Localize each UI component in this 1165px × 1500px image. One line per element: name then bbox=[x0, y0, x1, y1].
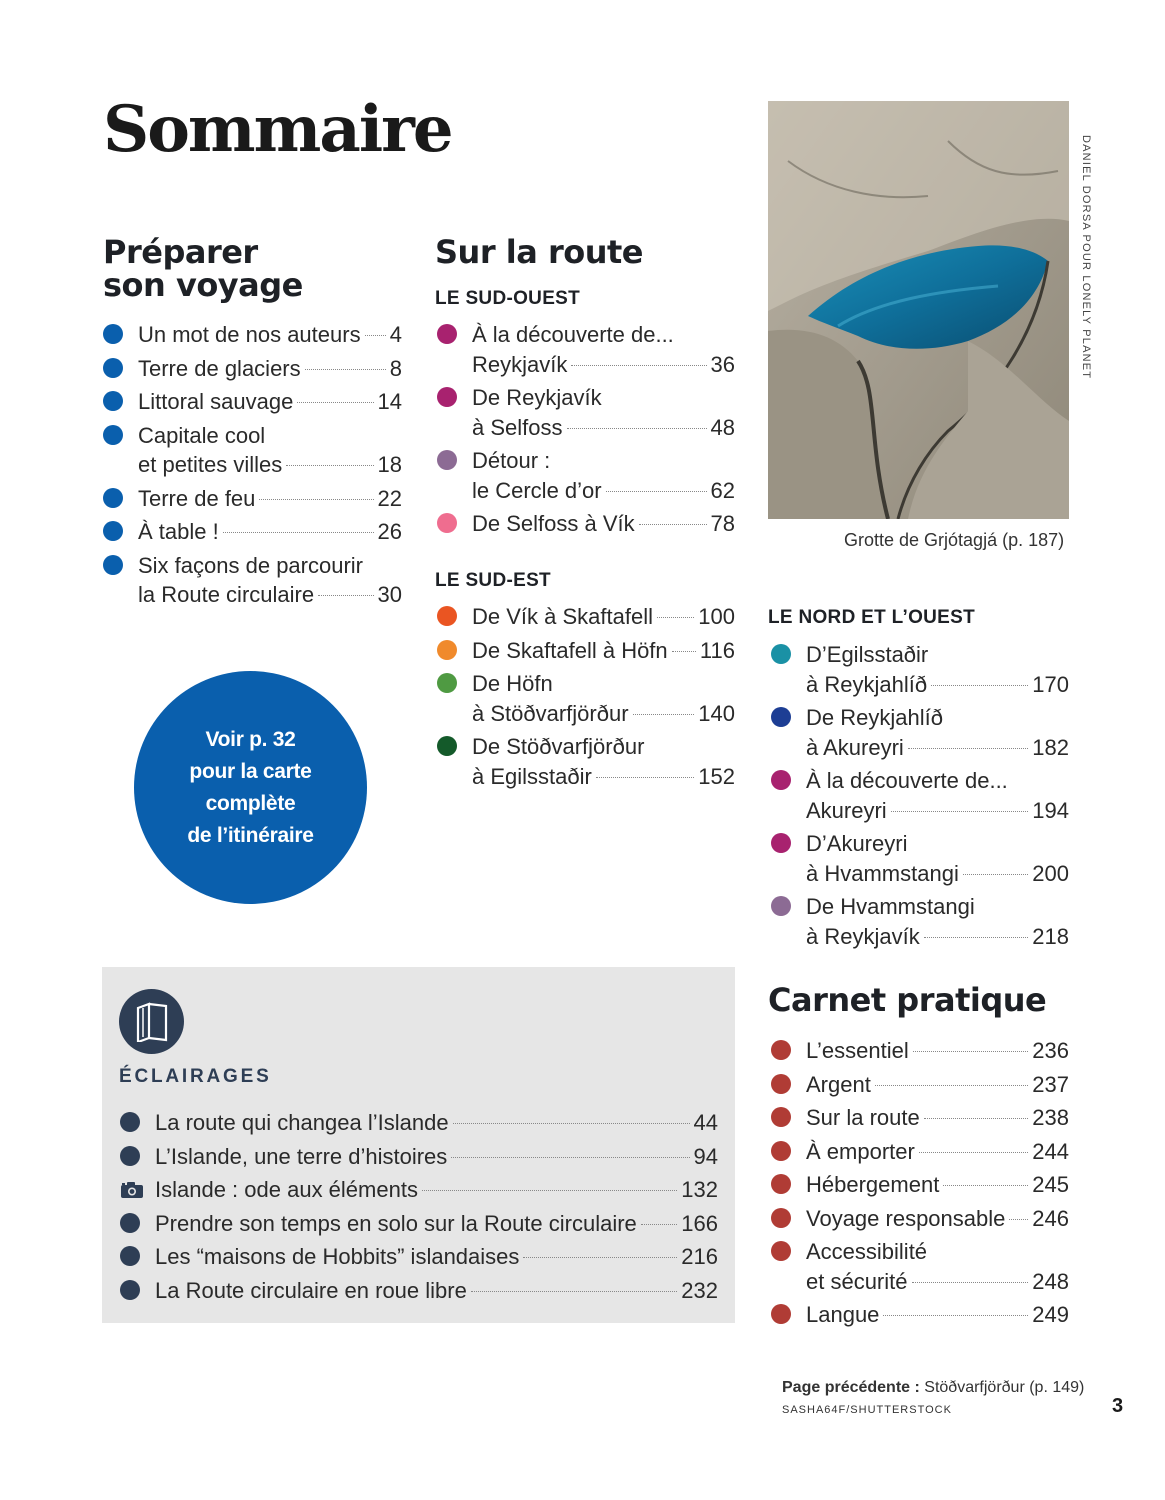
subsection-title-sud-est: LE SUD-EST bbox=[435, 570, 551, 591]
dot-leader bbox=[453, 1123, 690, 1124]
bullet-dot-icon bbox=[437, 387, 457, 407]
toc-entry[interactable] bbox=[437, 732, 735, 791]
dot-leader bbox=[567, 428, 707, 429]
dot-leader bbox=[571, 365, 706, 366]
dot-leader bbox=[365, 335, 386, 336]
toc-entry[interactable] bbox=[120, 1276, 718, 1306]
toc-entry-page: 216 bbox=[681, 1244, 718, 1269]
dot-leader bbox=[912, 1282, 1029, 1283]
toc-entry-label: à Stöðvarfjörður bbox=[472, 700, 629, 726]
bullet-dot-icon bbox=[771, 1304, 791, 1324]
toc-entry-label: De Stöðvarfjörður bbox=[472, 734, 645, 759]
dot-leader bbox=[943, 1185, 1028, 1186]
bullet-dot-icon bbox=[120, 1112, 140, 1132]
toc-entry-page: 238 bbox=[1032, 1105, 1069, 1130]
toc-entry-label: à Reykjahlíð bbox=[806, 671, 928, 697]
toc-entry-page: 194 bbox=[1032, 797, 1069, 823]
dot-leader bbox=[657, 617, 694, 618]
dot-leader bbox=[606, 491, 707, 492]
eclairages-title: ÉCLAIRAGES bbox=[119, 1066, 272, 1087]
toc-entry[interactable] bbox=[771, 1300, 1069, 1330]
toc-entry-label: De Vík à Skaftafell bbox=[472, 604, 653, 629]
toc-entry[interactable] bbox=[103, 517, 402, 547]
toc-entry-page: 8 bbox=[389, 355, 402, 381]
bullet-dot-icon bbox=[120, 1280, 140, 1300]
section-title-prep: Préparer son voyage bbox=[103, 233, 303, 304]
subsection-title-nord-ouest: LE NORD ET L’OUEST bbox=[768, 607, 976, 628]
toc-entry[interactable] bbox=[103, 421, 402, 480]
toc-entry-page: 236 bbox=[1032, 1038, 1069, 1063]
dot-leader bbox=[913, 1051, 1029, 1052]
toc-entry-label: Reykjavík bbox=[472, 351, 568, 377]
toc-entry-page: 246 bbox=[1032, 1205, 1069, 1231]
toc-entry[interactable] bbox=[103, 320, 402, 350]
bullet-dot-icon bbox=[771, 707, 791, 727]
toc-entry-label: à Reykjavík bbox=[806, 923, 920, 949]
toc-entry[interactable] bbox=[437, 602, 735, 632]
toc-entry[interactable] bbox=[437, 383, 735, 442]
toc-entry-page: 200 bbox=[1032, 860, 1069, 886]
toc-entry[interactable] bbox=[771, 1170, 1069, 1200]
toc-entry[interactable] bbox=[120, 1242, 718, 1272]
toc-entry[interactable] bbox=[771, 892, 1069, 951]
toc-entry-label: Détour : bbox=[472, 448, 551, 473]
toc-entry-page: 132 bbox=[681, 1177, 718, 1202]
toc-entry[interactable] bbox=[771, 640, 1069, 699]
toc-entry-page: 140 bbox=[698, 700, 735, 726]
toc-entry-label: Islande : ode aux éléments bbox=[155, 1177, 418, 1202]
toc-entry[interactable] bbox=[771, 1204, 1069, 1234]
toc-sud-est bbox=[437, 602, 735, 795]
toc-entry-label: Accessibilité bbox=[806, 1239, 928, 1264]
toc-entry-page: 218 bbox=[1032, 923, 1069, 949]
bullet-dot-icon bbox=[771, 1208, 791, 1228]
book-icon bbox=[119, 989, 184, 1054]
toc-entry-page: 36 bbox=[710, 351, 735, 377]
page-number: 3 bbox=[1112, 1395, 1124, 1417]
camera-icon bbox=[120, 1181, 140, 1201]
dot-leader bbox=[924, 1118, 1029, 1119]
section-title-route: Sur la route bbox=[435, 233, 643, 271]
bullet-dot-icon bbox=[437, 640, 457, 660]
toc-entry-label: Prendre son temps en solo sur la Route circulaire bbox=[155, 1210, 637, 1236]
page-title: Sommaire bbox=[103, 92, 452, 167]
toc-entry[interactable] bbox=[437, 320, 735, 379]
bullet-dot-icon bbox=[437, 606, 457, 626]
toc-carnet bbox=[771, 1036, 1069, 1334]
bullet-dot-icon bbox=[771, 1040, 791, 1060]
toc-entry[interactable] bbox=[103, 551, 402, 610]
dot-leader bbox=[286, 465, 373, 466]
toc-entry-label: Voyage responsable bbox=[806, 1205, 1006, 1231]
toc-entry-page: 152 bbox=[698, 763, 735, 789]
toc-entry[interactable] bbox=[437, 636, 735, 666]
dot-leader bbox=[422, 1190, 677, 1191]
toc-entry-label: Les “maisons de Hobbits” islandaises bbox=[155, 1244, 520, 1269]
photo-credit: DANIEL DORSA POUR LONELY PLANET bbox=[1080, 135, 1092, 380]
toc-eclairages bbox=[120, 1108, 718, 1309]
toc-entry-label: le Cercle d’or bbox=[472, 477, 602, 503]
toc-entry-page: 116 bbox=[699, 637, 735, 663]
bullet-dot-icon bbox=[103, 358, 123, 378]
dot-leader bbox=[305, 369, 386, 370]
toc-entry-page: 182 bbox=[1032, 734, 1069, 760]
toc-entry-label: Langue bbox=[806, 1302, 880, 1327]
toc-entry-label: Littoral sauvage bbox=[138, 389, 294, 414]
toc-entry-label: à Hvammstangi bbox=[806, 860, 959, 886]
bullet-dot-icon bbox=[103, 391, 123, 411]
bullet-dot-icon bbox=[771, 1074, 791, 1094]
section-title-carnet: Carnet pratique bbox=[768, 981, 1047, 1019]
toc-entry-label: De Reykjahlíð bbox=[806, 705, 943, 730]
toc-entry-label: Capitale cool bbox=[138, 422, 266, 448]
toc-entry[interactable] bbox=[771, 1036, 1069, 1066]
dot-leader bbox=[931, 685, 1028, 686]
bullet-dot-icon bbox=[437, 324, 457, 344]
toc-sud-ouest bbox=[437, 320, 735, 543]
toc-entry[interactable] bbox=[771, 1237, 1069, 1296]
toc-entry-page: 166 bbox=[681, 1210, 718, 1236]
dot-leader bbox=[672, 651, 696, 652]
dot-leader bbox=[919, 1152, 1028, 1153]
previous-page-note: Page précédente : Stöðvarfjörður (p. 149) bbox=[782, 1379, 1085, 1396]
bullet-dot-icon bbox=[771, 644, 791, 664]
toc-entry-label: et sécurité bbox=[806, 1268, 908, 1294]
bullet-dot-icon bbox=[437, 736, 457, 756]
bullet-dot-icon bbox=[771, 1241, 791, 1261]
bullet-dot-icon bbox=[437, 673, 457, 693]
bullet-dot-icon bbox=[103, 488, 123, 508]
toc-entry-page: 78 bbox=[710, 511, 735, 536]
toc-entry-label: D’Egilsstaðir bbox=[806, 642, 929, 667]
toc-entry-page: 4 bbox=[389, 322, 402, 347]
toc-entry-label: À la découverte de... bbox=[472, 322, 674, 347]
dot-leader bbox=[639, 524, 707, 525]
toc-entry-label: Sur la route bbox=[806, 1105, 920, 1130]
bullet-dot-icon bbox=[771, 1141, 791, 1161]
toc-entry-label: De Skaftafell à Höfn bbox=[472, 637, 668, 663]
bullet-dot-icon bbox=[103, 555, 123, 575]
toc-entry[interactable] bbox=[120, 1175, 718, 1205]
toc-entry-label: Terre de glaciers bbox=[138, 355, 301, 381]
toc-entry-label: Un mot de nos auteurs bbox=[138, 322, 361, 347]
toc-entry-page: 26 bbox=[377, 519, 402, 544]
toc-entry-label: la Route circulaire bbox=[138, 582, 315, 607]
toc-entry-label: L’Islande, une terre d’histoires bbox=[155, 1143, 448, 1169]
toc-entry-page: 14 bbox=[377, 389, 402, 414]
toc-entry-label: Terre de feu bbox=[138, 485, 256, 511]
toc-entry[interactable] bbox=[437, 669, 735, 728]
toc-entry[interactable] bbox=[771, 766, 1069, 825]
toc-entry-page: 232 bbox=[681, 1277, 718, 1303]
bullet-dot-icon bbox=[103, 425, 123, 445]
subsection-title-sud-ouest: LE SUD-OUEST bbox=[435, 288, 581, 309]
toc-entry[interactable] bbox=[771, 703, 1069, 762]
toc-entry-label: à Akureyri bbox=[806, 734, 904, 760]
dot-leader bbox=[1009, 1219, 1028, 1220]
photo-caption: Grotte de Grjótagjá (p. 187) bbox=[844, 530, 1065, 550]
toc-entry-page: 100 bbox=[698, 604, 735, 629]
toc-entry-page: 62 bbox=[710, 477, 735, 503]
toc-entry[interactable] bbox=[103, 484, 402, 514]
toc-entry[interactable] bbox=[771, 1070, 1069, 1100]
toc-entry-label: à Egilsstaðir bbox=[472, 763, 592, 789]
toc-entry-label: De Höfn bbox=[472, 671, 553, 696]
toc-entry[interactable] bbox=[437, 509, 735, 539]
toc-entry-label: L’essentiel bbox=[806, 1038, 909, 1063]
dot-leader bbox=[318, 595, 373, 596]
bullet-dot-icon bbox=[771, 770, 791, 790]
toc-entry[interactable] bbox=[103, 387, 402, 417]
toc-entry-page: 94 bbox=[693, 1143, 718, 1169]
bullet-dot-icon bbox=[771, 896, 791, 916]
dot-leader bbox=[908, 748, 1028, 749]
toc-entry-label: Six façons de parcourir bbox=[138, 552, 363, 578]
dot-leader bbox=[924, 937, 1029, 938]
bullet-dot-icon bbox=[120, 1146, 140, 1166]
toc-entry-label: La route qui changea l’Islande bbox=[155, 1110, 449, 1135]
toc-entry-page: 48 bbox=[710, 414, 735, 440]
toc-entry[interactable] bbox=[437, 446, 735, 505]
dot-leader bbox=[963, 874, 1028, 875]
toc-entry-label: Hébergement bbox=[806, 1172, 940, 1197]
toc-entry-page: 170 bbox=[1032, 671, 1069, 697]
toc-entry-page: 244 bbox=[1032, 1138, 1069, 1164]
dot-leader bbox=[875, 1085, 1028, 1086]
dot-leader bbox=[223, 532, 374, 533]
toc-entry[interactable] bbox=[771, 1103, 1069, 1133]
dot-leader bbox=[596, 777, 694, 778]
toc-entry-page: 30 bbox=[377, 582, 402, 607]
toc-entry-label: De Hvammstangi bbox=[806, 894, 975, 919]
toc-entry-label: La Route circulaire en roue libre bbox=[155, 1277, 467, 1303]
dot-leader bbox=[297, 402, 373, 403]
toc-entry-label: À la découverte de... bbox=[806, 768, 1008, 793]
toc-entry-label: et petites villes bbox=[138, 452, 283, 477]
dot-leader bbox=[883, 1315, 1028, 1316]
dot-leader bbox=[523, 1257, 677, 1258]
toc-entry-label: à Selfoss bbox=[472, 414, 563, 440]
toc-entry-page: 44 bbox=[693, 1110, 718, 1135]
dot-leader bbox=[641, 1224, 677, 1225]
toc-entry-label: Argent bbox=[806, 1071, 871, 1097]
toc-entry[interactable] bbox=[120, 1209, 718, 1239]
toc-entry-label: De Selfoss à Vík bbox=[472, 511, 635, 536]
toc-entry[interactable] bbox=[103, 354, 402, 384]
toc-nord-ouest bbox=[771, 640, 1069, 955]
toc-entry-label: De Reykjavík bbox=[472, 385, 602, 410]
toc-entry-page: 249 bbox=[1032, 1302, 1069, 1327]
cave-photo bbox=[768, 101, 1069, 519]
bullet-dot-icon bbox=[120, 1246, 140, 1266]
toc-prep bbox=[103, 320, 402, 614]
toc-entry-page: 18 bbox=[377, 452, 402, 477]
bullet-dot-icon bbox=[103, 521, 123, 541]
dot-leader bbox=[891, 811, 1029, 812]
dot-leader bbox=[633, 714, 695, 715]
toc-entry-page: 237 bbox=[1032, 1071, 1069, 1097]
toc-entry[interactable] bbox=[120, 1108, 718, 1138]
toc-entry-page: 245 bbox=[1032, 1172, 1069, 1197]
toc-entry-page: 22 bbox=[377, 485, 402, 511]
bullet-dot-icon bbox=[771, 1174, 791, 1194]
bullet-dot-icon bbox=[771, 1107, 791, 1127]
dot-leader bbox=[451, 1157, 689, 1158]
toc-entry-label: D’Akureyri bbox=[806, 831, 908, 856]
bullet-dot-icon bbox=[771, 833, 791, 853]
bullet-dot-icon bbox=[103, 324, 123, 344]
bullet-dot-icon bbox=[437, 450, 457, 470]
toc-entry-label: À emporter bbox=[806, 1138, 915, 1164]
bullet-dot-icon bbox=[437, 513, 457, 533]
toc-entry[interactable] bbox=[771, 829, 1069, 888]
footer-photo-credit: SASHA64F/SHUTTERSTOCK bbox=[782, 1404, 952, 1416]
map-callout[interactable]: Voir p. 32 pour la carte complète de l’itinéraire bbox=[134, 671, 367, 904]
toc-entry-page: 248 bbox=[1032, 1268, 1069, 1294]
bullet-dot-icon bbox=[120, 1213, 140, 1233]
toc-entry[interactable] bbox=[771, 1137, 1069, 1167]
toc-entry[interactable] bbox=[120, 1142, 718, 1172]
toc-entry-label: Akureyri bbox=[806, 797, 887, 823]
toc-entry-label: À table ! bbox=[138, 519, 219, 544]
dot-leader bbox=[259, 499, 373, 500]
dot-leader bbox=[471, 1291, 677, 1292]
